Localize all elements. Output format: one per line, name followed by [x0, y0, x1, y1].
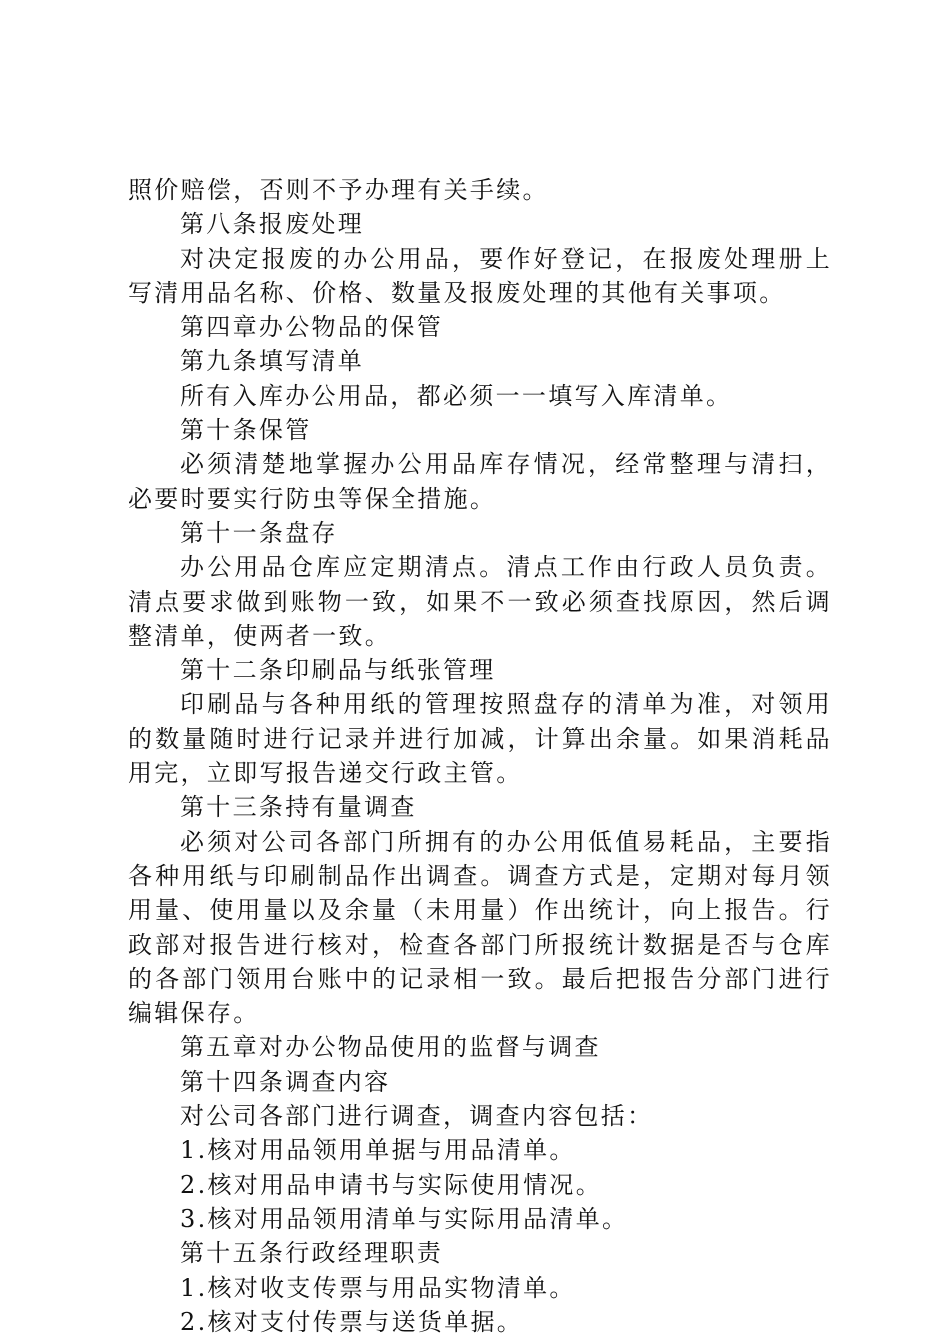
article-heading: 第十条保管	[180, 416, 312, 445]
article-heading: 第八条报废处理	[180, 210, 365, 239]
article-heading: 第十五条行政经理职责	[180, 1239, 443, 1268]
paragraph-continuation: 照价赔偿，否则不予办理有关手续。	[128, 176, 549, 204]
list-item: 3.核对用品领用清单与实际用品清单。	[180, 1204, 629, 1233]
list-item: 1.核对用品领用单据与用品清单。	[180, 1136, 576, 1165]
list-item: 2.核对用品申请书与实际使用情况。	[180, 1170, 602, 1199]
article-heading: 第九条填写清单	[180, 347, 365, 376]
article-heading: 第十二条印刷品与纸张管理	[180, 656, 496, 685]
document-body	[128, 173, 832, 1339]
article-heading: 第十四条调查内容	[180, 1067, 391, 1096]
paragraph: 办公用品仓库应定期清点。清点工作由行政人员负责。清点要求做到账物一致，如果不一致必须查找原因，然后调整清单，使两者一致。	[128, 553, 832, 650]
paragraph: 印刷品与各种用纸的管理按照盘存的清单为准，对领用的数量随时进行记录并进行加减，计算出余量。如果消耗品用完，立即写报告递交行政主管。	[128, 690, 832, 788]
chapter-heading: 第五章对办公物品使用的监督与调查	[180, 1033, 601, 1062]
paragraph: 必须清楚地掌握办公用品库存情况，经常整理与清扫，必要时要实行防虫等保全措施。	[128, 450, 832, 513]
paragraph: 必须对公司各部门所拥有的办公用低值易耗品，主要指各种用纸与印刷制品作出调查。调查方式是，定期对每月领用量、使用量以及余量（未用量）作出统计，向上报告。行政部对报告进行核对，检查各部门所报统计数据是否与仓库的各部门领用台账中的记录相一致。最后把报告分部门进行编辑保存。	[128, 827, 832, 1028]
paragraph: 所有入库办公用品，都必须一一填写入库清单。	[180, 381, 733, 410]
list-item: 1.核对收支传票与用品实物清单。	[180, 1273, 576, 1302]
article-heading: 第十一条盘存	[180, 518, 338, 547]
article-heading: 第十三条持有量调查	[180, 793, 417, 822]
list-item: 2.核对支付传票与送货单据。	[180, 1307, 524, 1336]
paragraph: 对公司各部门进行调查，调查内容包括：	[180, 1102, 654, 1131]
chapter-heading: 第四章办公物品的保管	[180, 313, 443, 342]
paragraph: 对决定报废的办公用品，要作好登记，在报废处理册上写清用品名称、价格、数量及报废处理的其他有关事项。	[128, 244, 832, 307]
